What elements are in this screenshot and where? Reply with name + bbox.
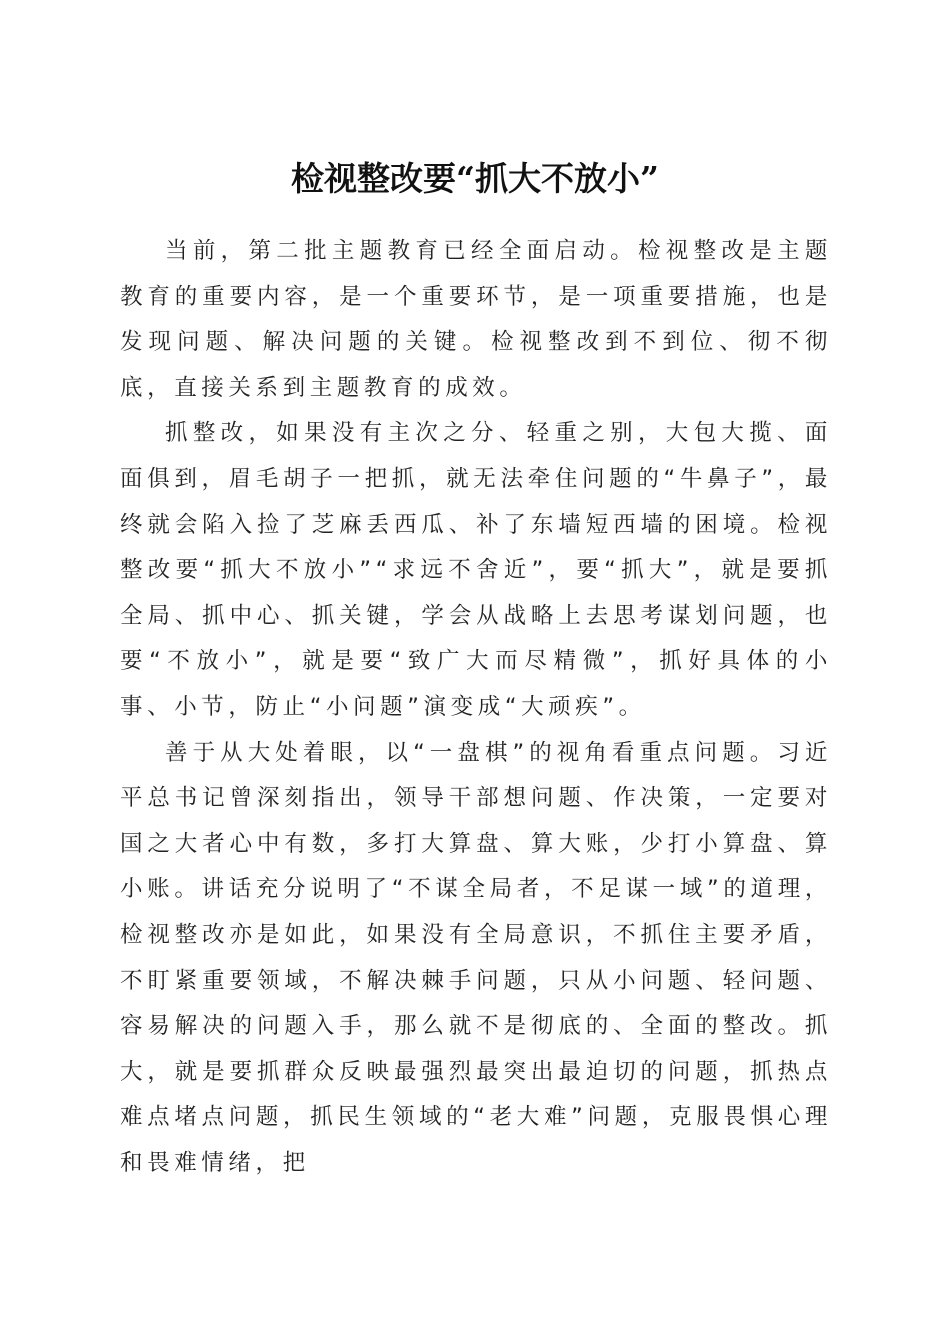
paragraph: 善于从大处着眼，以“一盘棋”的视角看重点问题。习近平总书记曾深刻指出，领导干部想问题、作决策，一定要对国之大者心中有数，多打大算盘、算大账，少打小算盘、算小账。讲话充分说明了“不谋全局者，不足谋一域”的道理，检视整改亦是如此，如果没有全局意识，不抓住主要矛盾，不盯紧重要领域，不解决棘手问题，只从小问题、轻问题、容易解决的问题入手，那么就不是彻底的、全面的整改。抓大，就是要抓群众反映最强烈最突出最迫切的问题，抓热点难点堵点问题，抓民生领域的“老大难”问题，克服畏惧心理和畏难情绪，把 [120,739,832,1176]
document-body [120,229,832,1186]
document-title: 检视整改要“抓大不放小” [291,159,659,199]
paragraph: 抓整改，如果没有主次之分、轻重之别，大包大揽、面面俱到，眉毛胡子一把抓，就无法牵住问题的“牛鼻子”，最终就会陷入捡了芝麻丢西瓜、补了东墙短西墙的困境。检视整改要“抓大不放小”“求远不舍近”，要“抓大”，就是要抓全局、抓中心、抓关键，学会从战略上去思考谋划问题，也要“不放小”，就是要“致广大而尽精微”，抓好具体的小事、小节，防止“小问题”演变成“大顽疾”。 [120,420,832,720]
paragraph: 当前，第二批主题教育已经全面启动。检视整改是主题教育的重要内容，是一个重要环节，是一项重要措施，也是发现问题、解决问题的关键。检视整改到不到位、彻不彻底，直接关系到主题教育的成效。 [120,238,832,401]
